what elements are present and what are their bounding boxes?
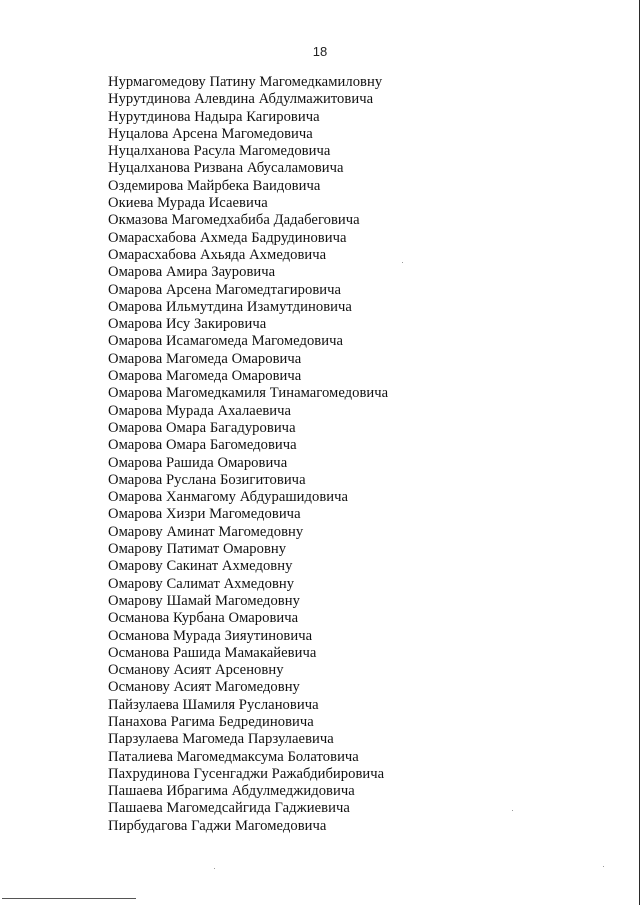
name-entry: Нурмагомедову Патину Магомедкамиловну (108, 74, 383, 90)
name-entry: Омарова Ильмутдина Изамутдиновича (108, 298, 352, 315)
name-entry: Омарова Хизри Магомедовича (108, 506, 301, 523)
name-entry: Омарову Сакинат Ахмедовну (108, 558, 293, 575)
name-entry: Омарова Омара Багомедовича (108, 437, 297, 454)
name-list (108, 74, 388, 835)
name-entry: Омарова Мурада Ахалаевича (108, 402, 292, 419)
name-entry: Пахрудинова Гусенгаджи Ражабдибировича (108, 765, 385, 782)
name-entry: Парзулаева Магомеда Парзулаевича (108, 731, 334, 748)
name-entry: Османова Рашида Мамакайевича (108, 644, 317, 661)
name-entry: Нурутдинова Надыра Кагировича (108, 108, 320, 125)
name-entry: Османова Мурада Зияутиновича (108, 627, 313, 644)
name-entry: Омарова Рашида Омаровича (108, 454, 288, 471)
name-entry: Омарова Исамагомеда Магомедовича (108, 333, 344, 350)
name-entry: Омарова Ису Закировича (108, 316, 267, 333)
name-entry: Панахова Рагима Бедрединовича (108, 713, 314, 730)
name-entry: Омарова Амира Зауровича (108, 264, 276, 281)
name-entry: Окиева Мурада Исаевича (108, 195, 268, 212)
name-entry: Оздемирова Майрбека Ваидовича (108, 177, 321, 194)
name-entry: Окмазова Магомедхабиба Дадабеговича (108, 212, 360, 229)
name-entry: Омарасхабова Ахмеда Бадрудиновича (108, 229, 347, 246)
name-entry: Омарова Ханмагому Абдурашидовича (108, 489, 349, 506)
name-entry: Омарову Патимат Омаровну (108, 541, 287, 558)
name-entry: Нуцалханова Ризвана Абусаламовича (108, 160, 344, 177)
name-entry: Нуцалова Арсена Магомедовича (108, 125, 313, 142)
scan-speck (512, 810, 513, 811)
scan-speck (603, 866, 604, 867)
page-number: 18 (312, 44, 328, 59)
name-entry: Омарову Салимат Ахмедовну (108, 575, 295, 592)
name-entry: Османову Асият Арсеновну (108, 662, 284, 679)
name-entry: Омарова Магомеда Омаровича (108, 350, 302, 367)
name-entry: Нуцалханова Расула Магомедовича (108, 143, 331, 160)
name-entry: Пирбудагова Гаджи Магомедовича (108, 817, 327, 834)
name-entry: Омарова Омара Багадуровича (108, 419, 296, 436)
name-entry: Омарову Аминат Магомедовну (108, 523, 304, 540)
scan-speck (402, 262, 403, 263)
name-entry: Омарова Магомедкамиля Тинамагомедовича (108, 385, 389, 402)
name-entry: Османова Курбана Омаровича (108, 610, 299, 627)
scan-speck (214, 868, 215, 869)
name-entry: Омарова Руслана Бозигитовича (108, 471, 306, 488)
name-entry: Пайзулаева Шамиля Руслановича (108, 696, 319, 713)
name-entry: Нурутдинова Алевдина Абдулмажитовича (108, 91, 374, 108)
name-entry: Омарова Арсена Магомедтагировича (108, 281, 342, 298)
name-entry: Омарова Магомеда Омаровича (108, 368, 302, 385)
name-entry: Пашаева Магомедсайгида Гаджиевича (108, 800, 350, 817)
name-entry: Пашаева Ибрагима Абдулмеджидовича (108, 783, 355, 800)
name-entry: Омарову Шамай Магомедовну (108, 592, 300, 609)
name-entry: Паталиева Магомедмаксума Болатовича (108, 748, 359, 765)
footer-rule (2, 898, 136, 899)
name-entry: Османову Асият Магомедовну (108, 679, 300, 696)
name-entry: Омарасхабова Ахьяда Ахмедовича (108, 246, 327, 263)
